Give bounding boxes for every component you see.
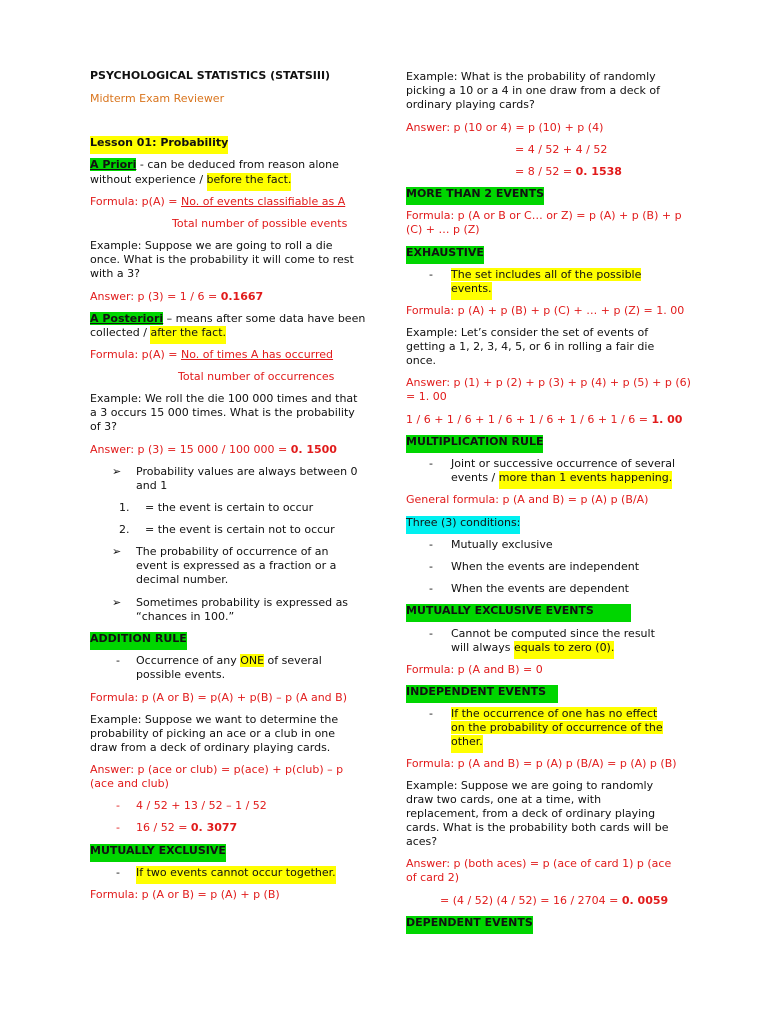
document-subtitle: Midterm Exam Reviewer	[90, 92, 225, 105]
apriori-def-2: without experience /	[90, 173, 207, 186]
addition-rule-heading	[90, 632, 187, 650]
more-than-2-events-heading	[406, 187, 544, 205]
answer-result: 0. 1538	[575, 165, 622, 178]
calc-line	[136, 821, 237, 835]
numbered-marker: 1.	[119, 501, 130, 514]
answer-text: = 8 / 52 =	[515, 165, 576, 178]
heading-label: MORE THAN 2 EVENTS	[406, 187, 544, 205]
example-line: Example: Suppose we want to determine the	[90, 713, 339, 726]
dash-text: Cannot be computed since the result	[451, 627, 655, 640]
aposteriori-def: – means after some data have been	[163, 312, 366, 325]
formula-line: Formula: p (A and B) = 0	[406, 663, 543, 676]
general-formula: General formula: p (A and B) = p (A) p (B/A)	[406, 493, 649, 506]
formula-prefix: Formula: p(A) =	[90, 195, 181, 208]
formula-line: Formula: p (A and B) = p (A) p (B/A) = p (A) p (B)	[406, 757, 677, 770]
dash-text	[451, 471, 672, 489]
answer-line: Answer: p (10 or 4) = p (10) + p (4)	[406, 121, 604, 134]
apriori-line-2	[90, 173, 291, 191]
answer-line: Answer: p (1) + p (2) + p (3) + p (4) + p (5) + p (6)	[406, 376, 691, 389]
apriori-def: - can be deduced from reason alone	[136, 158, 339, 171]
answer-line: Answer: p (both aces) = p (ace of card 1) p (ace	[406, 857, 672, 870]
dash-bullet: -	[429, 268, 433, 281]
bullet-text: “chances in 100.”	[136, 610, 235, 623]
dash-text	[451, 735, 483, 753]
bullet-text: Probability values are always between 0	[136, 465, 358, 478]
example-line: aces?	[406, 835, 438, 848]
numbered-text: = the event is certain not to occur	[145, 523, 335, 536]
condition-item: When the events are dependent	[451, 582, 629, 595]
answer-text: = (4 / 52) (4 / 52) = 16 / 2704 =	[440, 894, 622, 907]
lesson-heading	[90, 136, 228, 154]
highlight-text: equals to zero (0).	[514, 641, 614, 659]
calc-text: 16 / 52 =	[136, 821, 191, 834]
answer-text: Answer: p (3) = 1 / 6 =	[90, 290, 221, 303]
highlight-text: other.	[451, 735, 483, 753]
example-line: probability of picking an ace or a club in one	[90, 727, 336, 740]
dash-bullet: -	[116, 654, 120, 667]
text-part: events /	[451, 471, 499, 484]
heading-label: ADDITION RULE	[90, 632, 187, 650]
calc-line: 4 / 52 + 13 / 52 – 1 / 52	[136, 799, 267, 812]
formula-denominator: Total number of possible events	[172, 217, 348, 230]
example-line: draw two cards, one at a time, with	[406, 793, 602, 806]
highlight-text: If the occurrence of one has no effect	[451, 707, 658, 720]
highlight-text: The set includes all of the possible	[451, 268, 642, 281]
heading-label: Three (3) conditions:	[406, 516, 520, 534]
dash-text	[451, 641, 614, 659]
answer-line	[406, 413, 682, 427]
example-line: a 3 occurs 15 000 times. What is the probability	[90, 406, 355, 419]
answer-result: 0. 1500	[290, 443, 337, 456]
dash-text: possible events.	[136, 668, 226, 681]
example-line: draw from a deck of ordinary playing cards.	[90, 741, 331, 754]
highlight-text: events.	[451, 282, 492, 300]
answer-result: 0. 0059	[621, 894, 669, 907]
example-line: replacement, from a deck of ordinary playing	[406, 807, 656, 820]
condition-item: When the events are independent	[451, 560, 640, 573]
formula-line: Formula: p (A or B or C… or Z) = p (A) + p (B) + p	[406, 209, 682, 222]
answer-line	[90, 443, 337, 457]
bullet-text: event is expressed as a fraction or a	[136, 559, 337, 572]
dash-bullet: -	[116, 866, 120, 879]
answer-line: = 4 / 52 + 4 / 52	[515, 143, 608, 156]
numbered-text: = the event is certain to occur	[145, 501, 314, 514]
answer-line	[90, 290, 263, 304]
formula-numerator: No. of times A has occurred	[180, 348, 334, 361]
formula-line: (C) + … p (Z)	[406, 223, 480, 236]
answer-line	[440, 894, 668, 908]
dash-bullet: -	[116, 821, 120, 834]
bullet-text: decimal number.	[136, 573, 229, 586]
dash-text	[136, 654, 322, 668]
highlight-text: on the probability of occurrence of the	[451, 721, 663, 734]
bullet-text: Sometimes probability is expressed as	[136, 596, 349, 609]
document-title: PSYCHOLOGICAL STATISTICS (STATSIII)	[90, 69, 331, 82]
heading-label: EXHAUSTIVE	[406, 246, 484, 264]
example-line: picking a 10 or a 4 in one draw from a deck of	[406, 84, 661, 97]
text-part: of several	[264, 654, 322, 667]
highlight-one: ONE	[240, 654, 265, 667]
example-line: of 3?	[90, 420, 117, 433]
example-line: with a 3?	[90, 267, 140, 280]
answer-result: 1. 00	[651, 413, 683, 426]
apriori-line-1	[90, 158, 339, 172]
answer-line: of card 2)	[406, 871, 459, 884]
formula-apriori	[90, 195, 345, 209]
dash-text	[451, 721, 663, 735]
answer-text: 1 / 6 + 1 / 6 + 1 / 6 + 1 / 6 + 1 / 6 + 1 / 6 =	[406, 413, 652, 426]
dash-bullet: -	[429, 560, 433, 573]
formula-denominator: Total number of occurrences	[178, 370, 335, 383]
answer-line: (ace and club)	[90, 777, 169, 790]
example-line: once.	[406, 354, 437, 367]
example-line: Example: Suppose we are going to randomly	[406, 779, 654, 792]
answer-line	[515, 165, 622, 179]
highlight-text: If two events cannot occur together.	[136, 866, 336, 884]
exhaustive-heading	[406, 246, 484, 264]
formula-line: Formula: p (A) + p (B) + p (C) + … + p (Z) = 1. 00	[406, 304, 685, 317]
apriori-highlight: before the fact.	[207, 173, 292, 191]
heading-label: MUTUALLY EXCLUSIVE	[90, 844, 226, 862]
heading-label: DEPENDENT EVENTS	[406, 916, 533, 934]
bullet-text: The probability of occurrence of an	[136, 545, 329, 558]
dash-bullet: -	[429, 627, 433, 640]
answer-line: Answer: p (ace or club) = p(ace) + p(club) – p	[90, 763, 344, 776]
aposteriori-term: A Posteriori	[90, 312, 164, 325]
dash-bullet: -	[429, 582, 433, 595]
independent-events-heading	[406, 685, 558, 703]
dash-text	[451, 282, 492, 300]
formula-addition: Formula: p (A or B) = p(A) + p(B) – p (A and B)	[90, 691, 347, 704]
arrow-bullet-icon: ➢	[112, 465, 122, 478]
aposteriori-def-2: collected /	[90, 326, 151, 339]
dash-bullet: -	[429, 538, 433, 551]
multiplication-rule-heading	[406, 435, 543, 453]
dash-text	[136, 866, 336, 884]
text-part: Occurrence of any	[136, 654, 241, 667]
dash-bullet: -	[429, 707, 433, 720]
dash-text: Joint or successive occurrence of several	[451, 457, 676, 470]
example-line: Example: We roll the die 100 000 times and that	[90, 392, 358, 405]
example-line: once. What is the probability it will come to rest	[90, 253, 354, 266]
dash-text	[451, 707, 657, 721]
bullet-text: and 1	[136, 479, 168, 492]
dash-bullet: -	[429, 457, 433, 470]
example-line: Example: Let’s consider the set of events of	[406, 326, 649, 339]
example-line: getting a 1, 2, 3, 4, 5, or 6 in rolling a fair die	[406, 340, 655, 353]
mutually-exclusive-events-heading	[406, 604, 631, 622]
heading-label: INDEPENDENT EVENTS	[406, 685, 558, 703]
mutually-exclusive-heading	[90, 844, 226, 862]
arrow-bullet-icon: ➢	[112, 596, 122, 609]
dash-bullet: -	[116, 799, 120, 812]
heading-label: MULTIPLICATION RULE	[406, 435, 543, 453]
example-line: Example: What is the probability of randomly	[406, 70, 656, 83]
heading-label: MUTUALLY EXCLUSIVE EVENTS	[406, 604, 631, 622]
formula-mutually-exclusive: Formula: p (A or B) = p (A) + p (B)	[90, 888, 280, 901]
apriori-term: A Priori	[90, 158, 137, 171]
aposteriori-line-2	[90, 326, 226, 344]
highlight-text: more than 1 events happening.	[499, 471, 672, 489]
formula-prefix: Formula: p(A) =	[90, 348, 181, 361]
answer-result: 0.1667	[220, 290, 264, 303]
example-line: cards. What is the probability both cards will be	[406, 821, 669, 834]
formula-numerator: No. of events classifiable as A	[180, 195, 346, 208]
answer-result: 0. 3077	[190, 821, 238, 834]
condition-item: Mutually exclusive	[451, 538, 553, 551]
formula-aposteriori	[90, 348, 333, 362]
text-part: will always	[451, 641, 514, 654]
lesson-label: Lesson 01: Probability	[90, 136, 228, 154]
aposteriori-line-1	[90, 312, 365, 326]
dependent-events-heading	[406, 916, 533, 934]
arrow-bullet-icon: ➢	[112, 545, 122, 558]
aposteriori-highlight: after the fact.	[150, 326, 226, 344]
answer-text: Answer: p (3) = 15 000 / 100 000 =	[90, 443, 291, 456]
dash-text	[451, 268, 641, 282]
example-line: Example: Suppose we are going to roll a die	[90, 239, 333, 252]
numbered-marker: 2.	[119, 523, 130, 536]
example-line: ordinary playing cards?	[406, 98, 535, 111]
answer-line: = 1. 00	[406, 390, 447, 403]
three-conditions-heading	[406, 516, 520, 534]
